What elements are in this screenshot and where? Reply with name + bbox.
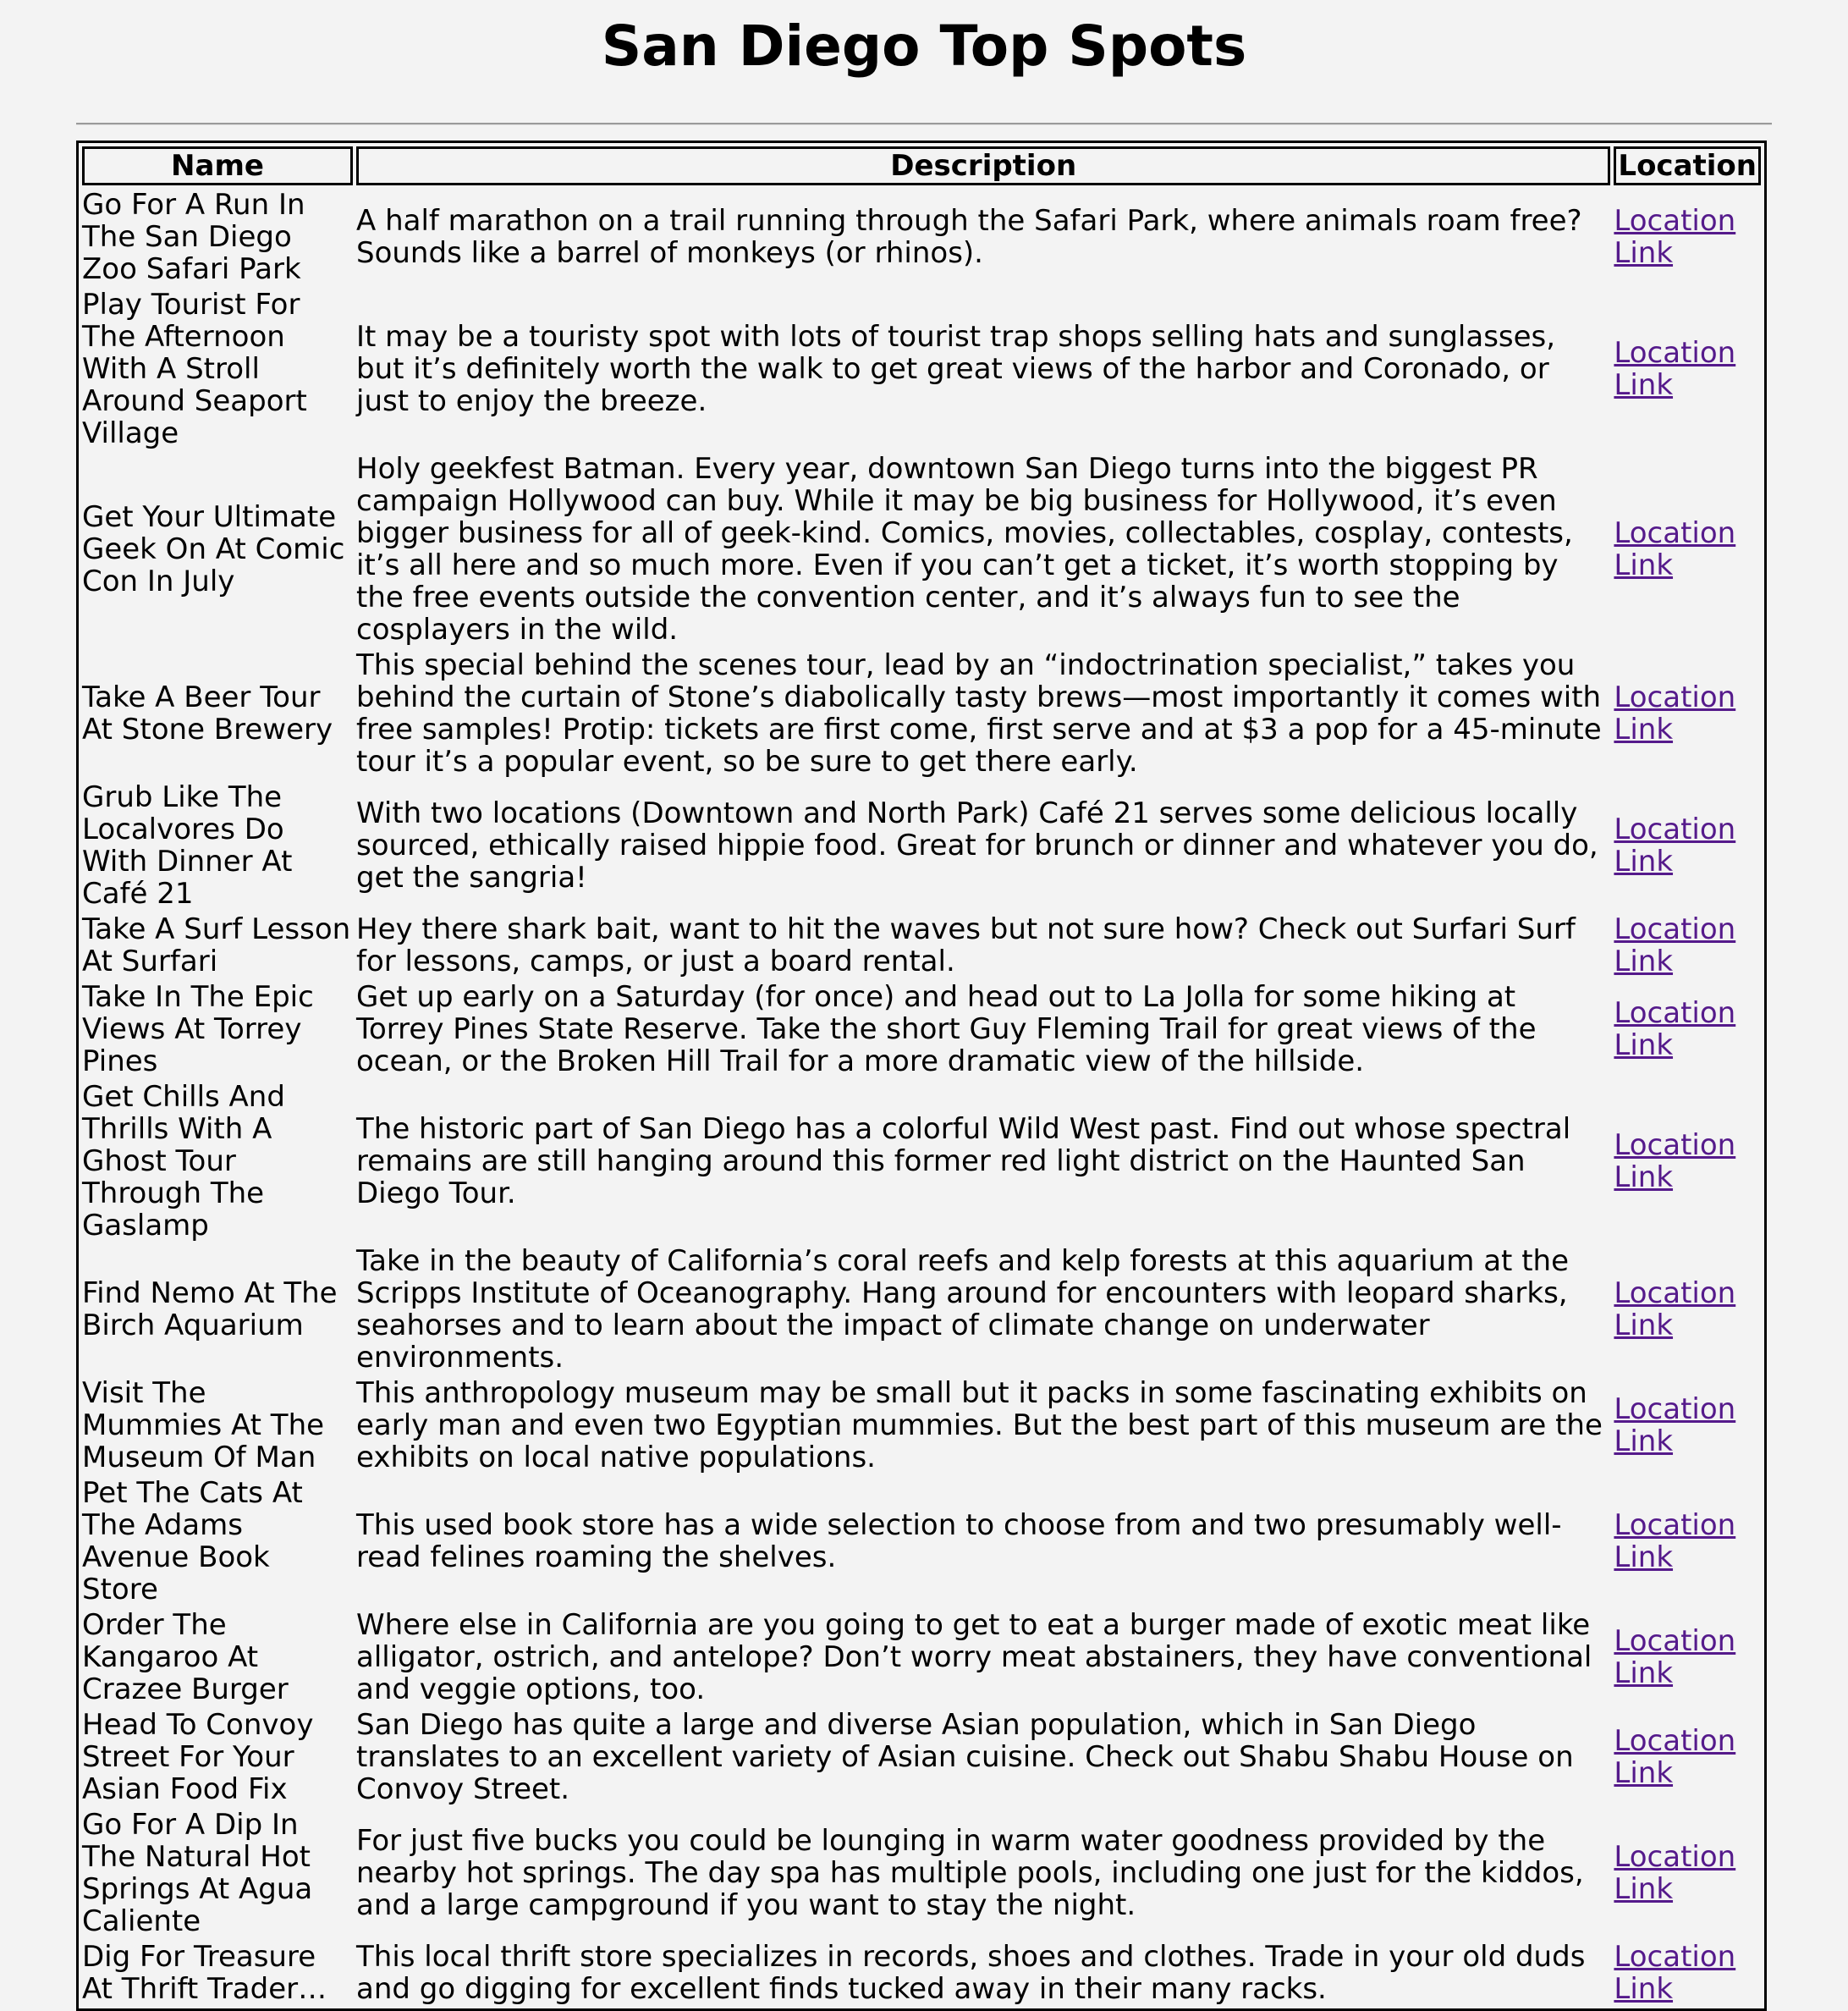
spot-description: This local thrift store specializes in records, shoes and clothes. Trade in your old duds and go digging for excellent finds tucked away in their many racks. bbox=[356, 1940, 1586, 2006]
table-row bbox=[82, 981, 1761, 1077]
spot-name: Take In The Epic Views At Torrey Pines bbox=[82, 980, 314, 1078]
spot-description: San Diego has quite a large and diverse Asian population, which in San Diego translates to an excellent variety of Asian cuisine. Check out Shabu Shabu House on Convoy Street. bbox=[356, 1708, 1574, 1806]
spot-name: Take A Beer Tour At Stone Brewery bbox=[82, 680, 333, 747]
location-link[interactable]: Location Link bbox=[1614, 204, 1736, 270]
spot-name: Head To Convoy Street For Your Asian Food Fix bbox=[82, 1708, 314, 1806]
spot-name: Dig For Treasure At Thrift Trader… bbox=[82, 1940, 327, 2006]
table-row bbox=[82, 1081, 1761, 1242]
spot-description: Where else in California are you going to get to eat a burger made of exotic meat like alligator, ostrich, and antelope? Don’t worry meat abstainers, they have conventional and veggie options, too. bbox=[356, 1608, 1592, 1706]
spots-table bbox=[76, 140, 1767, 2011]
spot-description: Get up early on a Saturday (for once) and head out to La Jolla for some hiking at Torrey Pines State Reserve. Take the short Guy Fleming Trail for great views of the ocean, or the Broken Hill Trail for a more dramatic view of the hillside. bbox=[356, 980, 1537, 1078]
spot-description: Holy geekfest Batman. Every year, downtown San Diego turns into the biggest PR campaign Hollywood can buy. While it may be big business for Hollywood, it’s even bigger business for all of geek-kind. Comics, movies, collectables, cosplay, contests, it’s all here and so much more. Even if you can’t get a ticket, it’s worth stopping by the free events outside the convention center, and it’s always fun to see the cosplayers in the wild. bbox=[356, 452, 1573, 647]
spot-name: Grub Like The Localvores Do With Dinner At Café 21 bbox=[82, 780, 293, 911]
spot-description: This used book store has a wide selection to choose from and two presumably well-read felines roaming the shelves. bbox=[356, 1508, 1562, 1574]
location-link[interactable]: Location Link bbox=[1614, 516, 1736, 582]
spot-name: Order The Kangaroo At Crazee Burger bbox=[82, 1608, 289, 1706]
location-link[interactable]: Location Link bbox=[1614, 1840, 1736, 1906]
location-link[interactable]: Location Link bbox=[1614, 813, 1736, 879]
table-row bbox=[82, 1609, 1761, 1705]
location-link[interactable]: Location Link bbox=[1614, 1276, 1736, 1342]
spot-description: Hey there shark bait, want to hit the waves but not sure how? Check out Surfari Surf for lessons, camps, or just a board rental. bbox=[356, 912, 1576, 978]
table-row bbox=[82, 1377, 1761, 1474]
spot-description: For just five bucks you could be lounging in warm water goodness provided by the nearby hot springs. The day spa has multiple pools, including one just for the kiddos, and a large campground if you want to stay the night. bbox=[356, 1824, 1584, 1922]
header-description: Description bbox=[356, 146, 1610, 185]
spot-name: Play Tourist For The Afternoon With A Stroll Around Seaport Village bbox=[82, 288, 307, 450]
table-row bbox=[82, 913, 1761, 978]
spot-name: Take A Surf Lesson At Surfari bbox=[82, 912, 351, 978]
spot-name: Get Chills And Thrills With A Ghost Tour Through The Gaslamp bbox=[82, 1080, 285, 1242]
spot-description: With two locations (Downtown and North Park) Café 21 serves some delicious locally sourced, ethically raised hippie food. Great for brunch or dinner and whatever you do, get the sangria! bbox=[356, 796, 1598, 895]
spot-name: Go For A Dip In The Natural Hot Springs At Agua Caliente bbox=[82, 1808, 313, 1938]
location-link[interactable]: Location Link bbox=[1614, 1940, 1736, 2006]
spot-name: Get Your Ultimate Geek On At Comic Con In July bbox=[82, 500, 345, 598]
divider bbox=[76, 123, 1772, 125]
table-row bbox=[82, 1245, 1761, 1374]
spot-description: It may be a touristy spot with lots of tourist trap shops selling hats and sunglasses, but it’s definitely worth the walk to get great views of the harbor and Coronado, or just to enjoy the breeze. bbox=[356, 320, 1556, 418]
spot-description: Take in the beauty of California’s coral reefs and kelp forests at this aquarium at the Scripps Institute of Oceanography. Hang around for encounters with leopard sharks, seahorses and to learn about the impact of climate change on underwater environments. bbox=[356, 1244, 1569, 1375]
table-row bbox=[82, 289, 1761, 449]
table-row bbox=[82, 1477, 1761, 1606]
page-title: San Diego Top Spots bbox=[601, 14, 1247, 79]
spot-name: Go For A Run In The San Diego Zoo Safari Park bbox=[82, 188, 305, 286]
location-link[interactable]: Location Link bbox=[1614, 1724, 1736, 1790]
table-header-row bbox=[82, 146, 1761, 185]
location-link[interactable]: Location Link bbox=[1614, 996, 1736, 1062]
spot-description: This special behind the scenes tour, lead by an “indoctrination specialist,” takes you behind the curtain of Stone’s diabolically tasty brews—most importantly it comes with free samples! Protip: tickets are first come, first serve and at $3 a pop for a 45-minute tour it’s a popular event, so be sure to get there early. bbox=[356, 648, 1602, 779]
spot-name: Visit The Mummies At The Museum Of Man bbox=[82, 1376, 325, 1474]
spot-description: This anthropology museum may be small but it packs in some fascinating exhibits on early man and even two Egyptian mummies. But the best part of this museum are the exhibits on local native populations. bbox=[356, 1376, 1603, 1474]
table-row bbox=[82, 453, 1761, 646]
spot-description: The historic part of San Diego has a colorful Wild West past. Find out whose spectral remains are still hanging around this former red light district on the Haunted San Diego Tour. bbox=[356, 1112, 1571, 1210]
spot-description: A half marathon on a trail running through the Safari Park, where animals roam free? Sounds like a barrel of monkeys (or rhinos). bbox=[356, 204, 1582, 270]
location-link[interactable]: Location Link bbox=[1614, 912, 1736, 978]
header-location: Location bbox=[1614, 146, 1761, 185]
table-row bbox=[82, 1709, 1761, 1805]
spot-name: Pet The Cats At The Adams Avenue Book Store bbox=[82, 1476, 303, 1606]
header-name: Name bbox=[82, 146, 353, 185]
location-link[interactable]: Location Link bbox=[1614, 1128, 1736, 1194]
location-link[interactable]: Location Link bbox=[1614, 680, 1736, 747]
spot-name: Find Nemo At The Birch Aquarium bbox=[82, 1276, 338, 1342]
location-link[interactable]: Location Link bbox=[1614, 1392, 1736, 1458]
table-row bbox=[82, 1809, 1761, 1937]
table-row bbox=[82, 1941, 1761, 2005]
location-link[interactable]: Location Link bbox=[1614, 1624, 1736, 1690]
table-row bbox=[82, 189, 1761, 285]
location-link[interactable]: Location Link bbox=[1614, 1508, 1736, 1574]
location-link[interactable]: Location Link bbox=[1614, 336, 1736, 402]
table-row bbox=[82, 649, 1761, 778]
table-row bbox=[82, 781, 1761, 910]
